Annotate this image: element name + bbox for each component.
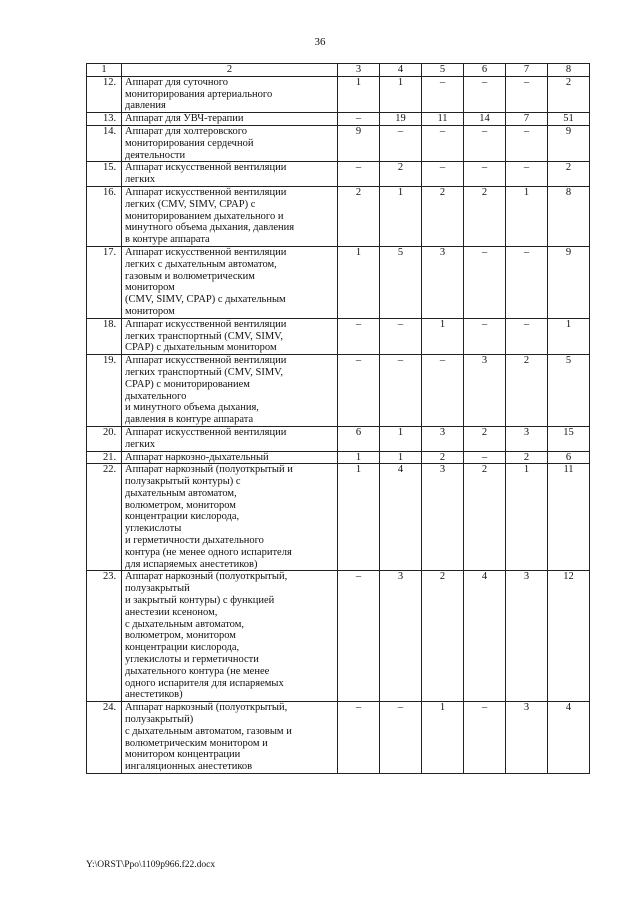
quantity-cell: 3 (380, 571, 422, 702)
column-header: 4 (380, 64, 422, 77)
quantity-cell: 1 (338, 246, 380, 318)
table-row (87, 702, 590, 774)
column-header: 8 (548, 64, 590, 77)
quantity-cell: 2 (380, 162, 422, 187)
quantity-cell: – (506, 318, 548, 354)
quantity-cell: 1 (380, 451, 422, 464)
row-number: 23. (87, 571, 122, 702)
quantity-cell: 9 (548, 246, 590, 318)
quantity-cell: 3 (422, 464, 464, 571)
quantity-cell: – (338, 162, 380, 187)
quantity-cell: 1 (422, 702, 464, 774)
table-row (87, 571, 590, 702)
table-row (87, 318, 590, 354)
row-number: 14. (87, 125, 122, 161)
quantity-cell: – (422, 76, 464, 112)
column-header: 6 (464, 64, 506, 77)
quantity-cell: 1 (380, 426, 422, 451)
quantity-cell: – (506, 125, 548, 161)
quantity-cell: 2 (422, 451, 464, 464)
row-number: 15. (87, 162, 122, 187)
quantity-cell: – (506, 162, 548, 187)
quantity-cell: – (338, 702, 380, 774)
quantity-cell: 51 (548, 113, 590, 126)
quantity-cell: 3 (506, 571, 548, 702)
quantity-cell: 3 (422, 246, 464, 318)
file-path-footer: Y:\ORST\Ppo\1109p966.f22.docx (86, 860, 216, 870)
quantity-cell: – (464, 246, 506, 318)
row-number: 17. (87, 246, 122, 318)
column-header: 5 (422, 64, 464, 77)
quantity-cell: – (464, 125, 506, 161)
quantity-cell: – (380, 318, 422, 354)
quantity-cell: 7 (506, 113, 548, 126)
quantity-cell: – (422, 355, 464, 427)
quantity-cell: – (506, 246, 548, 318)
quantity-cell: 4 (464, 571, 506, 702)
quantity-cell: 2 (548, 162, 590, 187)
equipment-name: Аппарат искусственной вентиляции легких транспортный (CMV, SIMV, CPAP) с мониторированием дыхательного и минутного объема дыхания, давления в контуре аппарата (122, 355, 338, 427)
quantity-cell: 9 (338, 125, 380, 161)
row-number: 18. (87, 318, 122, 354)
row-number: 19. (87, 355, 122, 427)
quantity-cell: 1 (422, 318, 464, 354)
quantity-cell: 3 (506, 702, 548, 774)
quantity-cell: – (338, 113, 380, 126)
quantity-cell: 2 (464, 426, 506, 451)
quantity-cell: – (464, 702, 506, 774)
equipment-name: Аппарат искусственной вентиляции легких с дыхательным автоматом, газовым и волюметрическим монитором (CMV, SIMV, CPAP) с дыхательным монитором (122, 246, 338, 318)
quantity-cell: 1 (338, 464, 380, 571)
quantity-cell: 2 (506, 451, 548, 464)
table-row (87, 355, 590, 427)
quantity-cell: 15 (548, 426, 590, 451)
equipment-name: Аппарат для УВЧ-терапии (122, 113, 338, 126)
row-number: 20. (87, 426, 122, 451)
table-row (87, 162, 590, 187)
quantity-cell: 3 (422, 426, 464, 451)
table-row (87, 246, 590, 318)
quantity-cell: – (338, 318, 380, 354)
quantity-cell: 2 (338, 186, 380, 246)
quantity-cell: 1 (380, 186, 422, 246)
quantity-cell: 6 (338, 426, 380, 451)
table-row (87, 451, 590, 464)
quantity-cell: 9 (548, 125, 590, 161)
quantity-cell: – (464, 318, 506, 354)
quantity-cell: – (380, 125, 422, 161)
quantity-cell: 2 (464, 464, 506, 571)
quantity-cell: – (338, 355, 380, 427)
table-row (87, 464, 590, 571)
quantity-cell: – (422, 162, 464, 187)
quantity-cell: – (338, 571, 380, 702)
row-number: 24. (87, 702, 122, 774)
table-row (87, 113, 590, 126)
equipment-name: Аппарат искусственной вентиляции легких (CMV, SIMV, CPAP) с мониторированием дыхательного и минутного объема дыхания, давления в контуре аппарата (122, 186, 338, 246)
quantity-cell: 2 (422, 571, 464, 702)
row-number: 13. (87, 113, 122, 126)
equipment-name: Аппарат искусственной вентиляции легких транспортный (CMV, SIMV, CPAP) с дыхательным монитором (122, 318, 338, 354)
column-header: 7 (506, 64, 548, 77)
table-row (87, 186, 590, 246)
quantity-cell: – (380, 355, 422, 427)
quantity-cell: – (422, 125, 464, 161)
quantity-cell: 12 (548, 571, 590, 702)
column-header: 2 (122, 64, 338, 77)
row-number: 16. (87, 186, 122, 246)
quantity-cell: 14 (464, 113, 506, 126)
quantity-cell: 1 (338, 451, 380, 464)
row-number: 22. (87, 464, 122, 571)
equipment-name: Аппарат искусственной вентиляции легких (122, 426, 338, 451)
column-header: 1 (87, 64, 122, 77)
page-number: 36 (314, 36, 326, 48)
quantity-cell: 5 (380, 246, 422, 318)
quantity-cell: – (506, 76, 548, 112)
table-row (87, 125, 590, 161)
quantity-cell: 2 (548, 76, 590, 112)
equipment-name: Аппарат для суточного мониторирования артериального давления (122, 76, 338, 112)
quantity-cell: 8 (548, 186, 590, 246)
quantity-cell: 1 (338, 76, 380, 112)
quantity-cell: 2 (464, 186, 506, 246)
equipment-name: Аппарат для холтеровского мониторирования сердечной деятельности (122, 125, 338, 161)
quantity-cell: – (464, 76, 506, 112)
quantity-cell: – (380, 702, 422, 774)
equipment-name: Аппарат наркозный (полуоткрытый и полузакрытый контуры) с дыхательным автоматом, волюметром, монитором концентрации кислорода, углекислоты и герметичности дыхательного контура (не менее одного испарителя для испаряемых анестетиков) (122, 464, 338, 571)
quantity-cell: 3 (464, 355, 506, 427)
column-header: 3 (338, 64, 380, 77)
equipment-name: Аппарат наркозный (полуоткрытый, полузакрытый и закрытый контуры) с функцией анестезии ксеноном, с дыхательным автоматом, волюметром, монитором концентрации кислорода, углекислоты и герметичности дыхательного контура (не менее одного испарителя для испаряемых анестетиков) (122, 571, 338, 702)
quantity-cell: 2 (422, 186, 464, 246)
quantity-cell: 6 (548, 451, 590, 464)
quantity-cell: 5 (548, 355, 590, 427)
table-row (87, 426, 590, 451)
quantity-cell: 1 (506, 186, 548, 246)
equipment-name: Аппарат наркозно-дыхательный (122, 451, 338, 464)
quantity-cell: – (464, 162, 506, 187)
quantity-cell: 1 (506, 464, 548, 571)
quantity-cell: 1 (548, 318, 590, 354)
row-number: 21. (87, 451, 122, 464)
quantity-cell: 11 (422, 113, 464, 126)
quantity-cell: 3 (506, 426, 548, 451)
equipment-table (86, 63, 590, 774)
quantity-cell: 2 (506, 355, 548, 427)
quantity-cell: 19 (380, 113, 422, 126)
quantity-cell: 11 (548, 464, 590, 571)
equipment-name: Аппарат искусственной вентиляции легких (122, 162, 338, 187)
table-row (87, 76, 590, 112)
quantity-cell: 4 (548, 702, 590, 774)
row-number: 12. (87, 76, 122, 112)
header-row (87, 64, 590, 77)
quantity-cell: – (464, 451, 506, 464)
quantity-cell: 1 (380, 76, 422, 112)
equipment-name: Аппарат наркозный (полуоткрытый, полузакрытый) с дыхательным автоматом, газовым и волюметрическим монитором и монитором концентрации ингаляционных анестетиков (122, 702, 338, 774)
quantity-cell: 4 (380, 464, 422, 571)
